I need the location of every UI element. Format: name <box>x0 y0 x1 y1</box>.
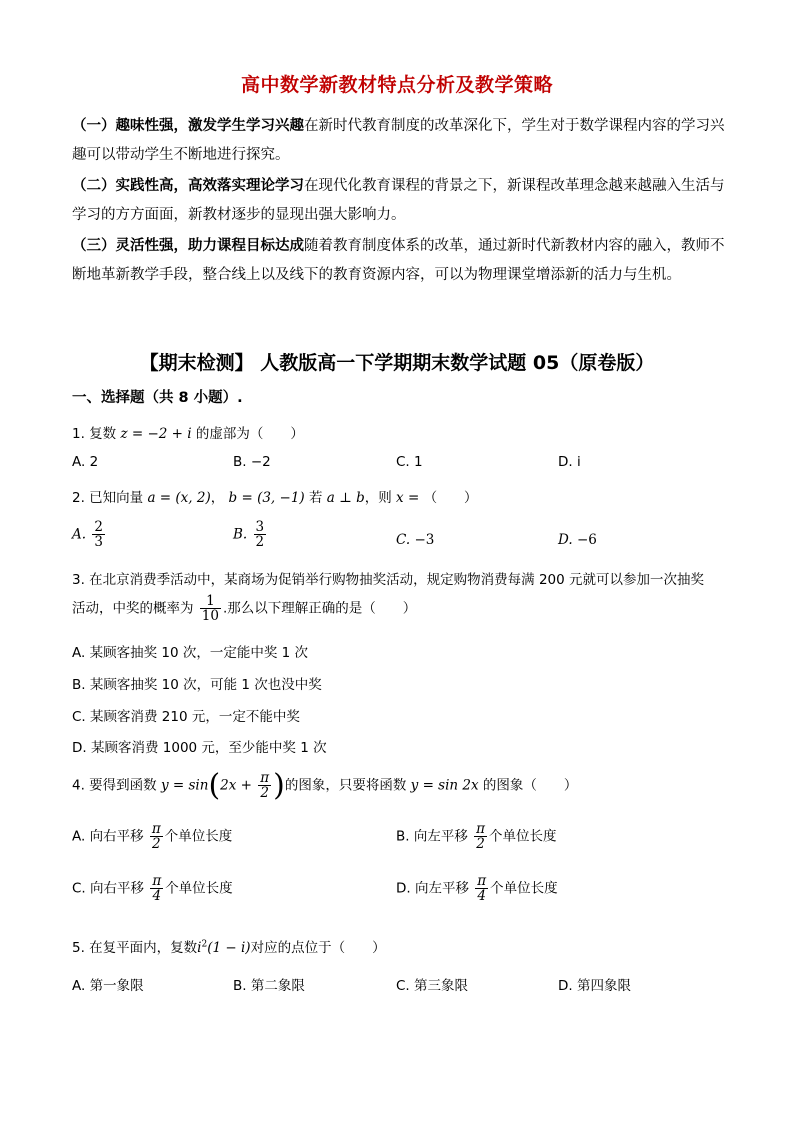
q5-option-a: A. 第一象限 <box>72 978 144 994</box>
q2-option-c-value: −3 <box>414 532 435 548</box>
q3-numerator: 1 <box>200 594 221 609</box>
q4-option-d-fraction <box>475 874 488 903</box>
q4-d-den: 4 <box>477 888 487 905</box>
q4-option-a-fraction <box>150 822 163 851</box>
q4-option-a-label: A. 向右平移 <box>72 828 144 845</box>
q3-option-c: C. 某顾客消费 210 元，一定不能中奖 <box>72 709 300 725</box>
question-2: 2. 已知向量 a = (x, 2)， b = (3, −1) 若 a ⊥ b，则 x = （ ） <box>72 490 478 506</box>
q3-line2-post: .那么以下理解正确的是（ ） <box>222 600 417 617</box>
q5-exponent: 2 <box>201 939 208 950</box>
q2-prefix: 2. 已知向量 <box>72 490 144 506</box>
question-4 <box>72 768 577 803</box>
q4-b-den: 2 <box>476 836 485 853</box>
q2-option-a-label: A. <box>72 526 87 543</box>
q4-d-pi: π <box>477 873 487 889</box>
q4-option-c-label: C. 向右平移 <box>72 880 145 897</box>
q4-option-a <box>72 822 232 851</box>
q4-right-paren: ) <box>273 768 285 803</box>
q2-b-denominator: 2 <box>255 534 265 551</box>
q4-option-c <box>72 874 233 903</box>
q2-option-d-value: −6 <box>576 532 597 548</box>
intro-lead-1: （一）趣味性强，激发学生学习兴趣 <box>72 118 304 134</box>
q1-option-c: C. 1 <box>396 454 423 470</box>
q1-prefix: 1. 复数 <box>72 426 117 442</box>
q5-option-d: D. 第四象限 <box>558 978 631 994</box>
exam-title: 【期末检测】 人教版高一下学期期末数学试题 05（原卷版） <box>139 352 655 374</box>
q4-option-d-label: D. 向左平移 <box>396 880 469 897</box>
q5-option-b: B. 第二象限 <box>233 978 305 994</box>
q5-i: i <box>197 940 202 956</box>
q1-suffix: 的虚部为（ ） <box>195 426 304 442</box>
question-3-line-2 <box>72 594 416 623</box>
q2-option-c <box>396 532 434 548</box>
q1-expression: z = −2 + i <box>120 426 192 442</box>
q4-option-c-unit: 个单位长度 <box>165 880 233 897</box>
q3-line2-pre: 活动，中奖的概率为 <box>72 600 194 617</box>
q4-function-1: y = sin <box>160 777 209 794</box>
q4-option-d <box>396 874 558 903</box>
q4-option-d-unit: 个单位长度 <box>490 880 558 897</box>
q2-option-a <box>72 520 107 549</box>
q1-option-b: B. −2 <box>233 454 271 470</box>
q4-pi: π <box>260 769 270 786</box>
q2-end: （ ） <box>423 490 478 506</box>
q4-two: 2 <box>260 785 269 801</box>
q2-option-b <box>233 520 268 549</box>
intro-text-1: 在新时代教育制度的改革深化下，学生对于数学课程内容的学习兴趣可以带动学生不断地进行探究。 <box>72 118 725 163</box>
q2-option-c-label: C. <box>396 532 411 548</box>
q1-option-d: D. i <box>558 454 581 470</box>
question-1 <box>72 422 304 442</box>
q4-option-c-fraction <box>150 874 163 903</box>
q2-x: x = <box>396 490 420 506</box>
q1-option-a: A. 2 <box>72 454 99 470</box>
question-3-line-1: 3. 在北京消费季活动中，某商场为促销举行购物抽奖活动，规定购物消费每满 200 元就可以参加一次抽奖 <box>72 572 705 588</box>
q3-option-b: B. 某顾客抽奖 10 次，可能 1 次也没中奖 <box>72 677 322 693</box>
q4-suffix: 的图象（ ） <box>482 777 578 794</box>
q4-pi-over-2 <box>258 771 271 800</box>
q2-vector-a: a = (x, 2) <box>147 490 211 506</box>
q3-denominator: 10 <box>201 608 219 625</box>
q4-c-den: 4 <box>152 888 162 905</box>
intro-paragraph-2 <box>72 172 732 230</box>
q3-option-a: A. 某顾客抽奖 10 次，一定能中奖 1 次 <box>72 645 309 661</box>
q4-left-paren: ( <box>208 768 221 803</box>
q4-function-1-inner: 2x + <box>220 777 252 794</box>
q2-condition: 若 <box>308 490 323 506</box>
page-title: 高中数学新教材特点分析及教学策略 <box>240 74 553 96</box>
q2-a-numerator: 2 <box>94 519 103 535</box>
q4-prefix: 4. 要得到函数 <box>72 777 157 794</box>
q5-prefix: 5. 在复平面内，复数 <box>72 940 198 956</box>
q2-option-d <box>558 532 597 548</box>
q2-option-b-fraction <box>254 520 267 549</box>
q4-mid: 的图象，只要将函数 <box>284 777 407 794</box>
section-heading: 一、选择题（共 8 小题）. <box>72 390 243 406</box>
q2-vector-b: b = (3, −1) <box>228 490 305 506</box>
q2-option-a-fraction <box>92 520 105 549</box>
q3-option-d: D. 某顾客消费 1000 元，至少能中奖 1 次 <box>72 740 327 756</box>
q2-b-numerator: 3 <box>255 519 265 535</box>
q2-ask: ，则 <box>364 490 392 506</box>
q4-c-pi: π <box>152 873 162 889</box>
q3-probability-fraction <box>200 594 221 623</box>
q5-suffix: 对应的点位于（ ） <box>250 940 386 956</box>
q2-option-d-label: D. <box>558 532 573 548</box>
q2-option-b-label: B. <box>233 526 248 543</box>
q5-option-c: C. 第三象限 <box>396 978 469 994</box>
q4-option-a-unit: 个单位长度 <box>164 828 233 845</box>
intro-lead-3: （三）灵活性强，助力课程目标达成 <box>72 238 304 254</box>
q4-a-pi: π <box>151 821 161 837</box>
q4-option-b <box>396 822 557 851</box>
q4-option-b-unit: 个单位长度 <box>489 828 557 845</box>
intro-text-2: 在现代化教育课程的背景之下，新课程改革理念越来越融入生活与学习的方方面面，新教材逐步的显现出强大影响力。 <box>72 178 725 223</box>
intro-paragraph-3 <box>72 232 732 290</box>
q2-perp: a ⊥ b <box>326 490 365 506</box>
intro-paragraph-1 <box>72 112 732 170</box>
q4-function-2: y = sin 2x <box>410 777 479 794</box>
q4-option-b-fraction <box>474 822 487 851</box>
intro-text-3: 随着教育制度体系的改革，通过新时代新教材内容的融入，教师不断地革新教学手段，整合线上以及线下的教育资源内容，可以为物理课堂增添新的活力与生机。 <box>72 238 725 283</box>
q4-a-den: 2 <box>152 836 161 853</box>
intro-lead-2: （二）实践性高，高效落实理论学习 <box>72 178 304 194</box>
question-5 <box>72 936 386 956</box>
q4-option-b-label: B. 向左平移 <box>396 828 468 845</box>
q2-a-denominator: 3 <box>94 534 103 551</box>
q4-b-pi: π <box>476 821 486 837</box>
q5-expr-rest: (1 − i) <box>207 940 251 956</box>
